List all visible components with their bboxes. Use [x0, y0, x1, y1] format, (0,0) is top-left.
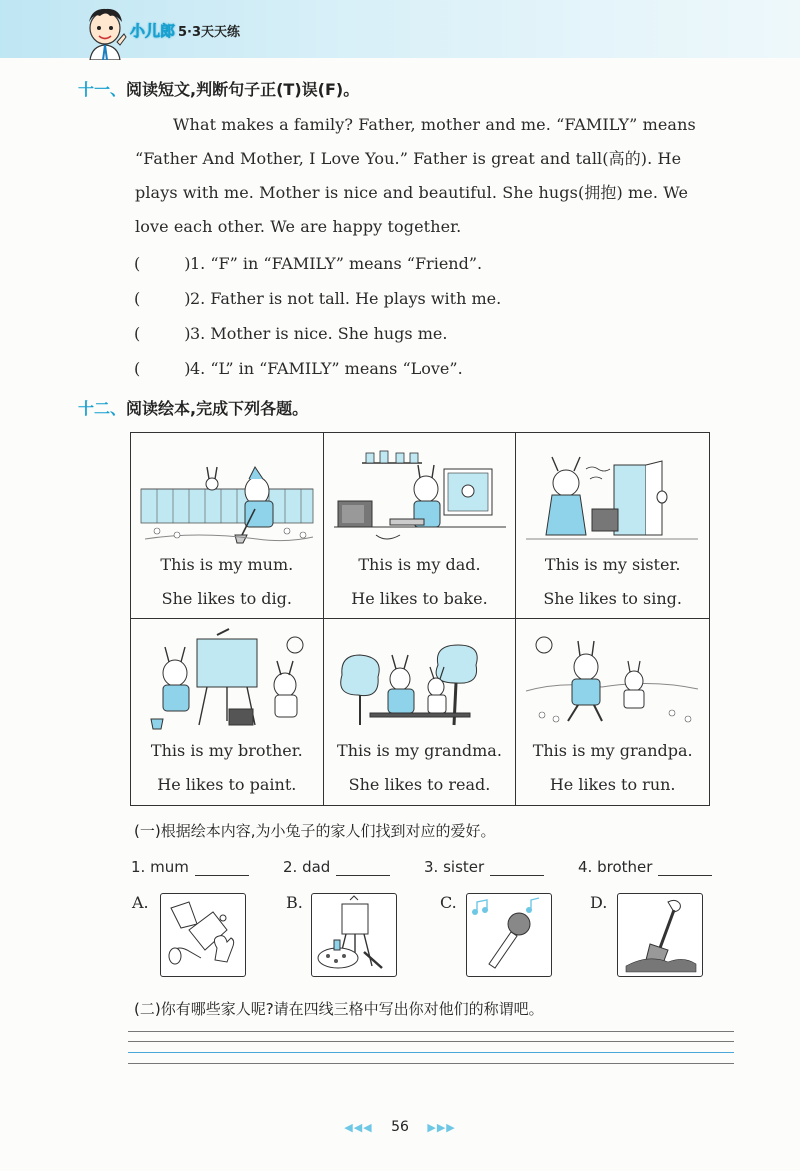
blank-word: dad: [302, 858, 331, 876]
panel-mum: [131, 433, 324, 619]
blank-num: 4.: [578, 858, 593, 876]
panel-brother: [131, 619, 324, 805]
writing-line-1[interactable]: [128, 1031, 734, 1032]
option-d-letter: D.: [590, 893, 608, 912]
panel-caption-2: He likes to paint.: [157, 775, 297, 794]
judge-question-4: [134, 354, 463, 384]
blank-num: 3.: [424, 858, 439, 876]
answer-blank[interactable]: [195, 857, 249, 876]
paren-open: (: [134, 324, 141, 343]
mascot-boy-icon: [80, 4, 130, 60]
section-11-heading: 阅读短文,判断句子正(T)误(F)。: [126, 80, 360, 99]
passage-line: What makes a family? Father, mother and me. “FAMILY” means: [173, 115, 696, 134]
passage-line: plays with me. Mother is nice and beautiful. She hugs(拥抱) me. We: [135, 183, 689, 202]
panel-caption-1: This is my grandpa.: [532, 741, 693, 760]
microphone-icon: [467, 894, 551, 976]
brother-painting-illustration: [137, 625, 317, 733]
question-text: 3. Mother is nice. She hugs me.: [190, 324, 448, 343]
panel-caption-1: This is my dad.: [358, 555, 481, 574]
option-c-box[interactable]: [466, 893, 552, 977]
paren-open: (: [134, 359, 141, 378]
panel-sister: [516, 433, 709, 619]
option-a-letter: A.: [132, 893, 149, 912]
shovel-icon: [618, 894, 702, 976]
blank-num: 1.: [131, 858, 146, 876]
blank-brother: [578, 857, 712, 876]
brand-name: 小儿郎: [130, 22, 176, 40]
writing-line-2[interactable]: [128, 1041, 734, 1042]
panel-caption-2: She likes to dig.: [161, 589, 292, 608]
panel-caption-2: He likes to bake.: [351, 589, 488, 608]
brand-series: 5·3天天练: [178, 25, 241, 40]
panel-caption-2: He likes to run.: [549, 775, 676, 794]
passage-line: “Father And Mother, I Love You.” Father is great and tall(高的). He: [135, 149, 682, 168]
panel-caption-2: She likes to sing.: [543, 589, 682, 608]
question-text: 2. Father is not tall. He plays with me.: [190, 289, 502, 308]
section-12-heading: 阅读绘本,完成下列各题。: [126, 399, 309, 418]
panel-caption-1: This is my brother.: [150, 741, 303, 760]
blank-dad: [283, 857, 390, 876]
left-arrows-icon: ◀◀◀: [344, 1121, 373, 1134]
blank-mum: [131, 857, 249, 876]
panel-caption-1: This is my mum.: [160, 555, 294, 574]
panel-caption-1: This is my sister.: [544, 555, 681, 574]
right-arrows-icon: ▶▶▶: [427, 1121, 456, 1134]
option-b-box[interactable]: [311, 893, 397, 977]
paren-close: ): [184, 289, 191, 308]
panel-caption-2: She likes to read.: [348, 775, 491, 794]
section-11-number: 十一、: [78, 80, 127, 99]
grandpa-running-illustration: [522, 625, 702, 733]
baking-tools-icon: [161, 894, 245, 976]
paren-open: (: [134, 254, 141, 273]
option-c-letter: C.: [440, 893, 457, 912]
panel-grandpa: [516, 619, 709, 805]
reading-passage: [135, 108, 745, 244]
painting-easel-icon: [312, 894, 396, 976]
paren-close: ): [184, 359, 191, 378]
question-text: 1. “F” in “FAMILY” means “Friend”.: [190, 254, 483, 273]
answer-paren[interactable]: [134, 319, 190, 349]
judge-question-3: [134, 319, 447, 349]
sister-singing-illustration: [522, 439, 702, 547]
dad-baking-illustration: [330, 439, 510, 547]
option-b-letter: B.: [286, 893, 303, 912]
page-number: 56: [391, 1119, 409, 1135]
panel-caption-1: This is my grandma.: [337, 741, 502, 760]
judge-question-1: [134, 249, 482, 279]
answer-blank[interactable]: [336, 857, 390, 876]
answer-paren[interactable]: [134, 284, 190, 314]
answer-blank[interactable]: [658, 857, 712, 876]
answer-paren[interactable]: [134, 249, 190, 279]
question-text: 4. “L” in “FAMILY” means “Love”.: [190, 359, 463, 378]
option-d-box[interactable]: [617, 893, 703, 977]
passage-line: love each other. We are happy together.: [135, 217, 462, 236]
paren-open: (: [134, 289, 141, 308]
brand-title: [130, 20, 240, 41]
answer-blank[interactable]: [490, 857, 544, 876]
blank-sister: [424, 857, 544, 876]
blank-num: 2.: [283, 858, 298, 876]
part-2-title: (二)你有哪些家人呢?请在四线三格中写出你对他们的称谓吧。: [134, 1000, 544, 1018]
section-11-title: [78, 77, 359, 100]
page-number-footer: [0, 1119, 800, 1135]
judge-question-2: [134, 284, 501, 314]
section-12-number: 十二、: [78, 399, 127, 418]
section-12-title: [78, 396, 308, 419]
answer-paren[interactable]: [134, 354, 190, 384]
writing-line-3[interactable]: [128, 1052, 734, 1053]
option-a-box[interactable]: [160, 893, 246, 977]
blank-word: brother: [597, 858, 653, 876]
part-1-title: (一)根据绘本内容,为小兔子的家人们找到对应的爱好。: [134, 822, 496, 840]
blank-word: mum: [150, 858, 189, 876]
paren-close: ): [184, 324, 191, 343]
grandma-reading-illustration: [330, 625, 510, 733]
picture-book-grid: [130, 432, 710, 806]
blank-word: sister: [443, 858, 485, 876]
writing-line-4[interactable]: [128, 1063, 734, 1064]
panel-dad: [324, 433, 517, 619]
mum-digging-illustration: [137, 439, 317, 547]
paren-close: ): [184, 254, 191, 273]
panel-grandma: [324, 619, 517, 805]
